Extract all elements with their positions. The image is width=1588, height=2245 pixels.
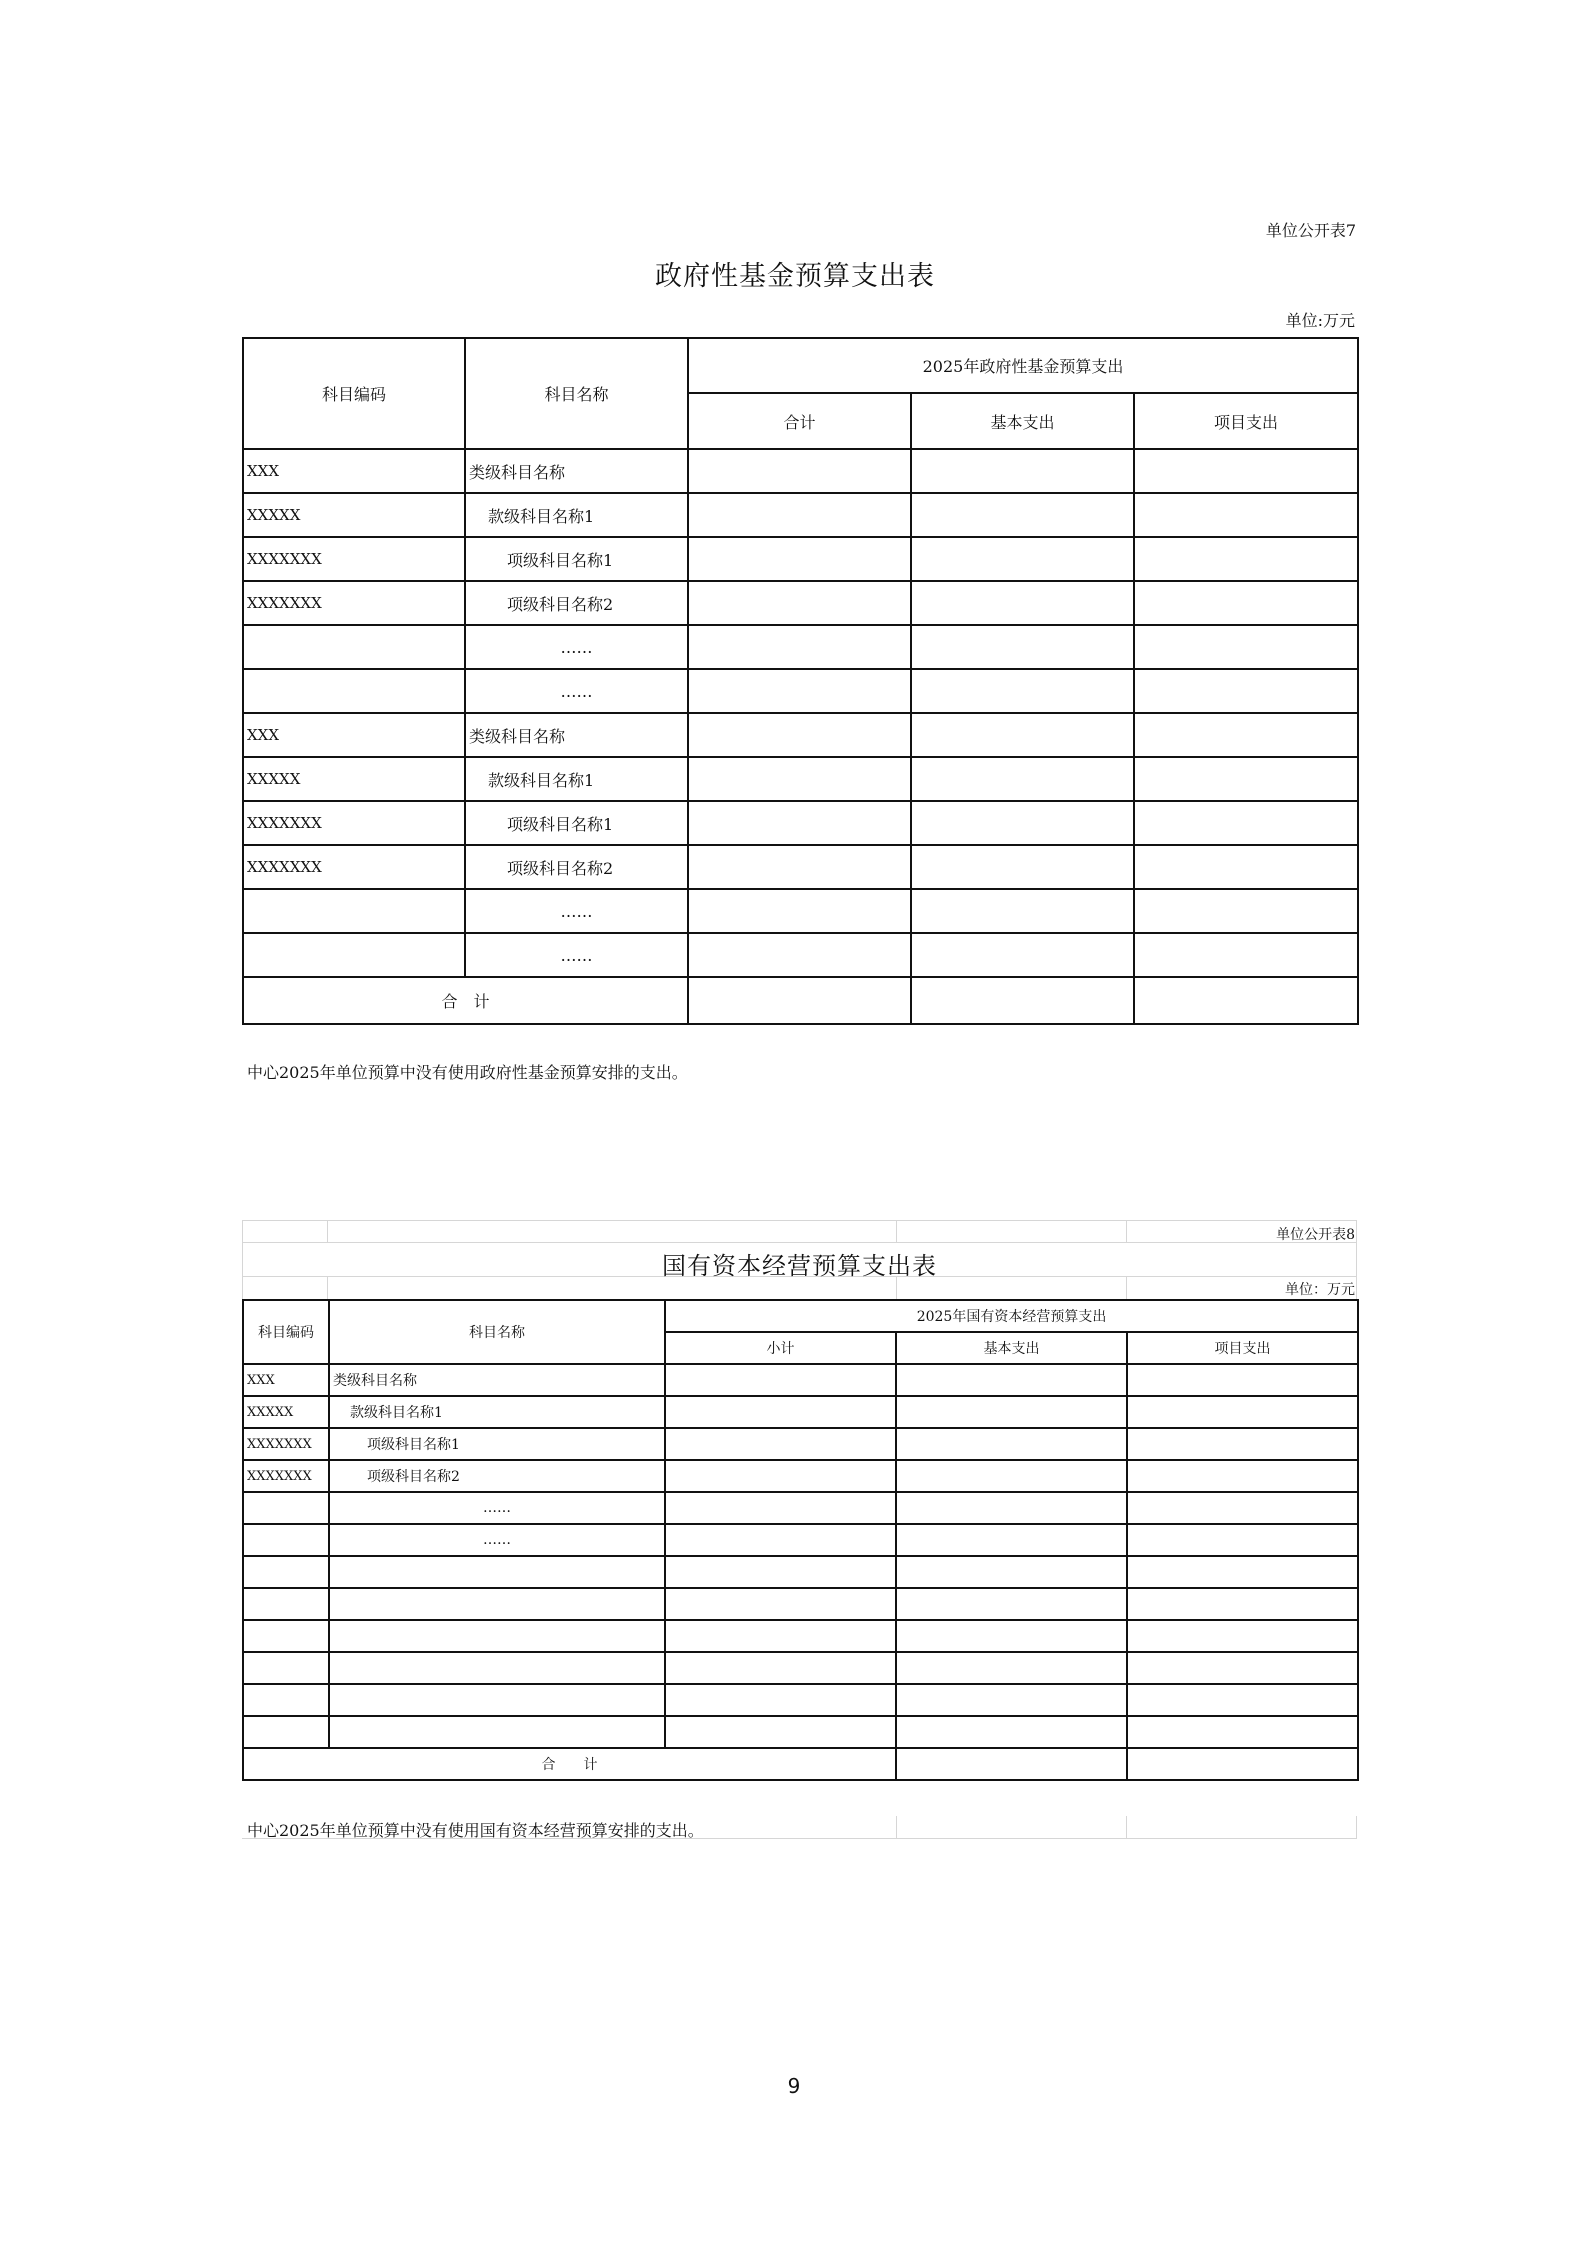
cell-total (688, 493, 911, 537)
cell-name: 类级科目名称 (465, 713, 688, 757)
cell-basic (911, 977, 1134, 1024)
cell-total (688, 449, 911, 493)
cell-project (1134, 581, 1358, 625)
table8-title: 国有资本经营预算支出表 (662, 1252, 937, 1280)
cell-basic (911, 801, 1134, 845)
cell-project (1134, 537, 1358, 581)
cell-name (329, 1684, 665, 1716)
cell-basic (896, 1396, 1127, 1428)
cell-basic (896, 1748, 1127, 1780)
gridline (1126, 1220, 1127, 1242)
cell-name: …… (465, 889, 688, 933)
cell-total (688, 801, 911, 845)
cell-code: XXXXXXX (243, 801, 465, 845)
gridline (327, 1220, 328, 1242)
cell-name: 项级科目名称1 (329, 1428, 665, 1460)
cell-name (329, 1652, 665, 1684)
header-basic: 基本支出 (911, 393, 1134, 449)
cell-name (329, 1620, 665, 1652)
cell-project (1127, 1652, 1358, 1684)
cell-project (1127, 1588, 1358, 1620)
cell-name: …… (329, 1524, 665, 1556)
cell-name: …… (465, 625, 688, 669)
cell-basic (911, 757, 1134, 801)
header-total: 合计 (688, 393, 911, 449)
cell-total (688, 537, 911, 581)
cell-project (1134, 449, 1358, 493)
cell-name (329, 1556, 665, 1588)
cell-project (1127, 1364, 1358, 1396)
cell-code: XXXXX (243, 493, 465, 537)
table-row (243, 1556, 1358, 1588)
cell-basic (896, 1524, 1127, 1556)
page-number: 9 (787, 2074, 801, 2098)
cell-code: XXX (243, 449, 465, 493)
table-row (243, 1652, 1358, 1684)
cell-subtotal (665, 1588, 896, 1620)
table-row (243, 1396, 1358, 1428)
gridline (242, 1220, 1357, 1221)
table-row (243, 449, 1358, 493)
cell-code (243, 889, 465, 933)
table7-note: 中心2025年单位预算中没有使用政府性基金预算安排的支出。 (247, 1063, 688, 1082)
cell-total (688, 845, 911, 889)
table8-note: 中心2025年单位预算中没有使用国有资本经营预算安排的支出。 (247, 1821, 704, 1840)
cell-basic (896, 1556, 1127, 1588)
gridline (896, 1220, 897, 1242)
cell-code (243, 1524, 329, 1556)
cell-total (688, 581, 911, 625)
header-project: 项目支出 (1134, 393, 1358, 449)
cell-name: 项级科目名称1 (465, 537, 688, 581)
cell-name: 款级科目名称1 (465, 493, 688, 537)
cell-name (329, 1588, 665, 1620)
gridline (896, 1816, 897, 1838)
cell-code (243, 1620, 329, 1652)
cell-project (1127, 1524, 1358, 1556)
cell-project (1127, 1716, 1358, 1748)
cell-subtotal (665, 1620, 896, 1652)
cell-total (688, 625, 911, 669)
government-fund-expenditure-table (242, 337, 1359, 1025)
table-row (243, 625, 1358, 669)
table-row (243, 581, 1358, 625)
cell-code: XXXXX (243, 1396, 329, 1428)
cell-project (1127, 1460, 1358, 1492)
cell-name: 项级科目名称2 (329, 1460, 665, 1492)
cell-total (688, 757, 911, 801)
cell-basic (911, 713, 1134, 757)
table-row (243, 493, 1358, 537)
cell-project (1134, 493, 1358, 537)
table-row (243, 1716, 1358, 1748)
cell-project (1127, 1620, 1358, 1652)
cell-code (243, 669, 465, 713)
cell-name: 款级科目名称1 (465, 757, 688, 801)
cell-code: XXXXX (243, 757, 465, 801)
header-code: 科目编码 (243, 1300, 329, 1364)
total-label: 合 计 (243, 1748, 896, 1780)
cell-subtotal (665, 1684, 896, 1716)
cell-code (243, 1588, 329, 1620)
cell-project (1134, 933, 1358, 977)
cell-project (1134, 669, 1358, 713)
table-row (243, 1492, 1358, 1524)
cell-project (1134, 757, 1358, 801)
total-row (243, 1748, 1358, 1780)
table-row (243, 669, 1358, 713)
header-code: 科目编码 (243, 338, 465, 449)
cell-code (243, 1492, 329, 1524)
cell-basic (911, 933, 1134, 977)
cell-code (243, 625, 465, 669)
cell-name: 项级科目名称2 (465, 581, 688, 625)
header-name: 科目名称 (465, 338, 688, 449)
cell-basic (896, 1460, 1127, 1492)
cell-code (243, 1652, 329, 1684)
cell-project (1134, 889, 1358, 933)
total-label: 合 计 (243, 977, 688, 1024)
table7-title: 政府性基金预算支出表 (655, 261, 935, 292)
table-row (243, 1588, 1358, 1620)
table-row (243, 889, 1358, 933)
cell-basic (896, 1492, 1127, 1524)
header-basic: 基本支出 (896, 1332, 1127, 1364)
cell-subtotal (665, 1556, 896, 1588)
cell-project (1134, 845, 1358, 889)
state-capital-expenditure-table (242, 1299, 1359, 1781)
cell-basic (911, 581, 1134, 625)
cell-basic (896, 1620, 1127, 1652)
cell-basic (896, 1364, 1127, 1396)
cell-total (688, 669, 911, 713)
table-row (243, 845, 1358, 889)
cell-basic (896, 1684, 1127, 1716)
cell-subtotal (665, 1652, 896, 1684)
cell-project (1127, 1396, 1358, 1428)
cell-code: XXX (243, 713, 465, 757)
cell-subtotal (665, 1524, 896, 1556)
cell-name: 款级科目名称1 (329, 1396, 665, 1428)
cell-subtotal (665, 1364, 896, 1396)
cell-code: XXXXXXX (243, 845, 465, 889)
gridline (1126, 1816, 1127, 1838)
header-name: 科目名称 (329, 1300, 665, 1364)
header-group: 2025年国有资本经营预算支出 (665, 1300, 1358, 1332)
header-group: 2025年政府性基金预算支出 (688, 338, 1358, 393)
cell-name: …… (465, 933, 688, 977)
cell-name: 项级科目名称2 (465, 845, 688, 889)
cell-total (688, 977, 911, 1024)
cell-name (329, 1716, 665, 1748)
table-row (243, 1428, 1358, 1460)
table-row (243, 1620, 1358, 1652)
cell-project (1134, 801, 1358, 845)
cell-code: XXXXXXX (243, 581, 465, 625)
cell-code (243, 1684, 329, 1716)
table-row (243, 537, 1358, 581)
cell-name: …… (465, 669, 688, 713)
cell-project (1134, 625, 1358, 669)
cell-subtotal (665, 1460, 896, 1492)
cell-basic (911, 625, 1134, 669)
cell-code: XXX (243, 1364, 329, 1396)
cell-total (688, 933, 911, 977)
cell-subtotal (665, 1428, 896, 1460)
total-row (243, 977, 1358, 1024)
table-row (243, 1364, 1358, 1396)
cell-project (1127, 1748, 1358, 1780)
table-row (243, 757, 1358, 801)
cell-project (1127, 1428, 1358, 1460)
table7-unit: 单位:万元 (1285, 311, 1355, 330)
cell-name: 项级科目名称1 (465, 801, 688, 845)
cell-total (688, 713, 911, 757)
cell-code: XXXXXXX (243, 537, 465, 581)
gridline (1356, 1816, 1357, 1838)
cell-basic (911, 845, 1134, 889)
cell-code: XXXXXXX (243, 1428, 329, 1460)
header-project: 项目支出 (1127, 1332, 1358, 1364)
table-row (243, 1460, 1358, 1492)
cell-basic (911, 493, 1134, 537)
table-row (243, 713, 1358, 757)
header-subtotal: 小计 (665, 1332, 896, 1364)
cell-subtotal (665, 1396, 896, 1428)
cell-project (1134, 713, 1358, 757)
cell-project (1134, 977, 1358, 1024)
cell-basic (911, 889, 1134, 933)
cell-subtotal (665, 1716, 896, 1748)
table8-unit: 单位：万元 (1285, 1282, 1355, 1298)
cell-basic (896, 1652, 1127, 1684)
cell-project (1127, 1684, 1358, 1716)
table8-label: 单位公开表8 (1276, 1227, 1355, 1243)
cell-name: 类级科目名称 (329, 1364, 665, 1396)
cell-basic (911, 669, 1134, 713)
table-row (243, 933, 1358, 977)
cell-project (1127, 1492, 1358, 1524)
cell-subtotal (665, 1492, 896, 1524)
table-row (243, 801, 1358, 845)
cell-code (243, 1716, 329, 1748)
cell-name: 类级科目名称 (465, 449, 688, 493)
cell-basic (896, 1428, 1127, 1460)
cell-project (1127, 1556, 1358, 1588)
cell-basic (911, 537, 1134, 581)
cell-basic (896, 1588, 1127, 1620)
cell-name: …… (329, 1492, 665, 1524)
cell-basic (911, 449, 1134, 493)
cell-code (243, 1556, 329, 1588)
cell-code: XXXXXXX (243, 1460, 329, 1492)
cell-basic (896, 1716, 1127, 1748)
cell-code (243, 933, 465, 977)
table7-label: 单位公开表7 (1265, 221, 1356, 240)
table-row (243, 1524, 1358, 1556)
table-row (243, 1684, 1358, 1716)
cell-total (688, 889, 911, 933)
